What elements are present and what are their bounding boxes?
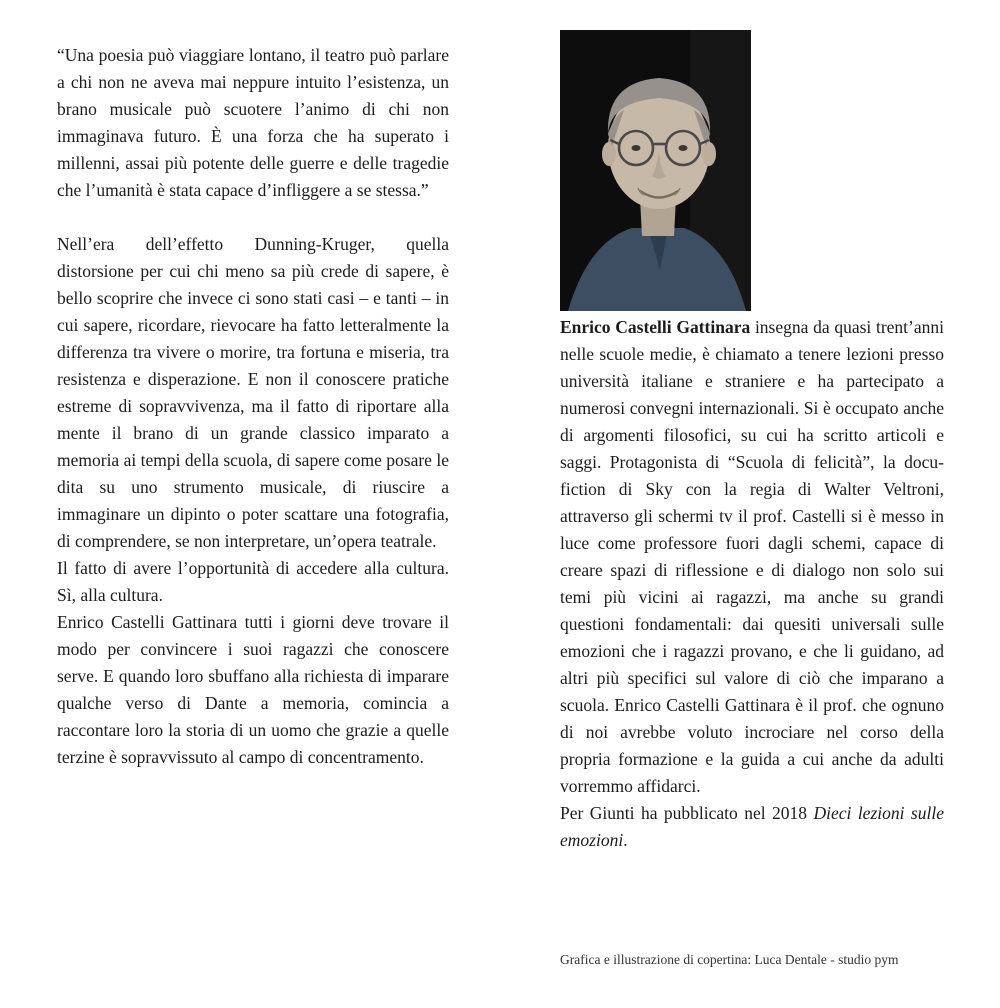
publication-paragraph: [560, 800, 944, 854]
left-column: [57, 42, 449, 771]
bio-text: insegna da quasi trent’anni nelle scuole medie, è chiamato a tenere lezioni presso università italiane e straniere e ha partecipato a numerosi convegni internazionali. Si è occupato anche di argomenti filosofici, su cui ha scritto articoli e saggi. Protagonista di “Scuola di felicità”, la docu-fiction di Sky con la regia di Walter Veltroni, attraverso gli schermi tv il prof. Castelli si è messo in luce come professore fuori dagli schemi, capace di creare spazi di riflessione e di dialogo non solo sui temi più vicini ai ragazzi, ma anche su grandi questioni fondamentali: dai quesiti universali sulle emozioni che i ragazzi provano, e che li guidano, ad altri più specifici sul valore di ciò che imparano a scuola. Enrico Castelli Gattinara è il prof. che ognuno di noi avrebbe voluto incrociare nel corso della propria formazione e la guida a cui anche da adulti vorremmo affidarci.: [560, 317, 944, 796]
publication-suffix: .: [623, 830, 628, 850]
publication-prefix: Per Giunti ha pubblicato nel 2018: [560, 803, 814, 823]
quote-paragraph: “Una poesia può viaggiare lontano, il teatro può parlare a chi non ne aveva mai neppure intuito l’esistenza, un brano musicale può scuotere l’animo di chi non immaginava futuro. È una forza che ha superato i millenni, assai più potente delle guerre e delle tragedie che l’umanità è stata capace d’infliggere a se stessa.”: [57, 45, 449, 200]
cover-credit: Grafica e illustrazione di copertina: Luca Dentale - studio pym: [560, 952, 899, 967]
bio-paragraph: [560, 314, 944, 800]
right-column: [560, 314, 944, 854]
publication-title: Dieci lezioni sulle emozioni: [560, 803, 944, 850]
intro-paragraph: Nell’era dell’effetto Dunning-Kruger, quella distorsione per cui chi meno sa più crede di sapere, è bello scoprire che invece ci sono stati casi – e tanti – in cui sapere, ricordare, rievocare ha fatto letteralmente la differenza tra vivere o morire, tra fortuna e miseria, tra resistenza e disperazione. E non il conoscere pratiche estreme di sopravvivenza, ma il fatto di riportare alla mente il brano di un grande classico imparato a memoria ai tempi della scuola, di sapere come posare le dita su uno strumento musicale, di riuscire a immaginare un dipinto o poter scattare una fotografia, di comprendere, se non interpretare, un’opera teatrale.: [57, 234, 449, 551]
author-portrait-illustration: [560, 30, 751, 311]
author-story-paragraph: Enrico Castelli Gattinara tutti i giorni deve trovare il modo per convincere i suoi ragazzi che conoscere serve. E quando loro sbuffano alla richiesta di imparare qualche verso di Dante a memoria, comincia a raccontare loro la storia di un uomo che grazie a quelle terzine è sopravvissuto al campo di concentramento.: [57, 612, 449, 767]
culture-paragraph: Il fatto di avere l’opportunità di accedere alla cultura. Sì, alla cultura.: [57, 558, 449, 605]
bio-author-name: Enrico Castelli Gattinara: [560, 317, 751, 337]
author-photo: [560, 30, 751, 311]
